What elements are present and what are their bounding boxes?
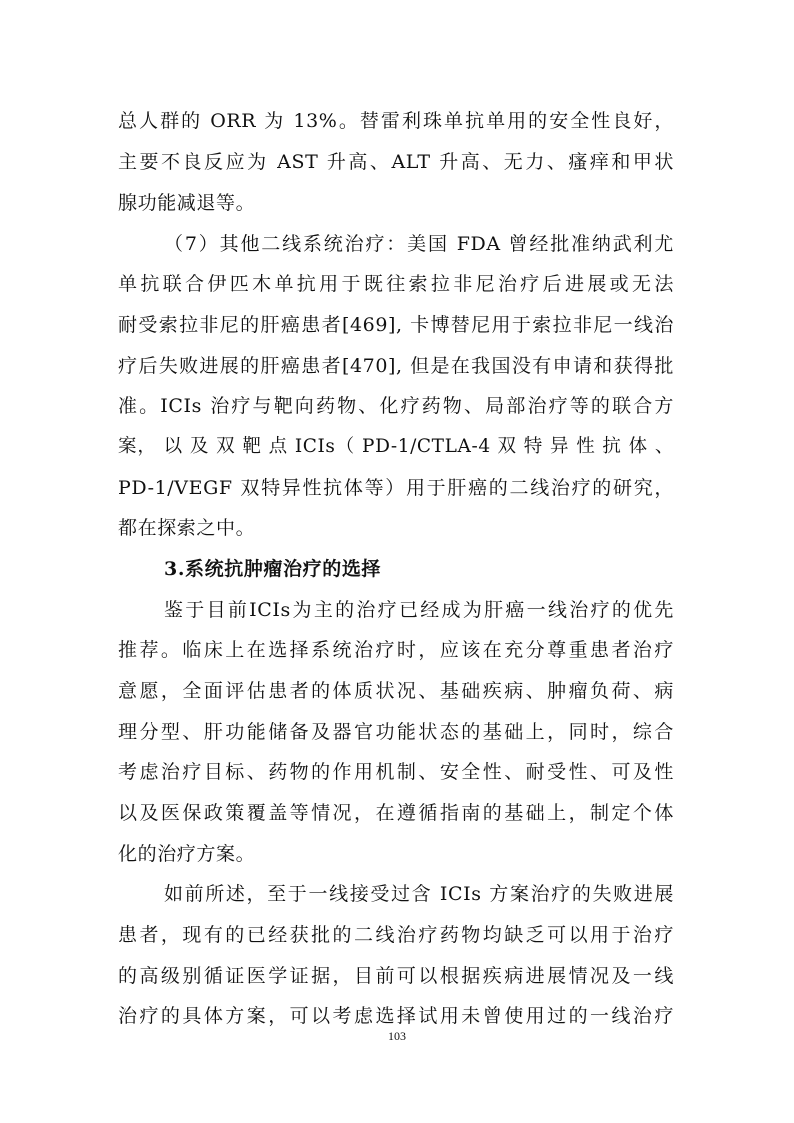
- text-line: 如前所述，至于一线接受过含 ICIs 方案治疗的失败进展: [164, 883, 674, 905]
- text-line: 的高级别循证医学证据，目前可以根据疾病进展情况及一线: [118, 965, 674, 987]
- text-line: 鉴于目前ICIs为主的治疗已经成为肝癌一线治疗的优先: [164, 599, 674, 621]
- text-line: 耐受索拉非尼的肝癌患者[469], 卡博替尼用于索拉非尼一线治: [118, 314, 674, 336]
- text-line: PD-1/VEGF 双特异性抗体等）用于肝癌的二线治疗的研究，: [118, 477, 674, 499]
- section-heading: 3.系统抗肿瘤治疗的选择: [164, 558, 382, 580]
- text-line: 治疗的具体方案，可以考虑选择试用未曾使用过的一线治疗: [118, 1005, 674, 1027]
- text-line: 腺功能减退等。: [118, 192, 256, 214]
- text-line: 意愿，全面评估患者的体质状况、基础疾病、肿瘤负荷、病: [118, 680, 674, 702]
- text-line: （7）其他二线系统治疗：美国 FDA 曾经批准纳武利尤: [164, 233, 674, 255]
- text-line: 案， 以 及 双 靶 点 ICIs（ PD-1/CTLA-4 双 特 异 性 抗 体 、: [118, 436, 674, 457]
- text-line: 患者，现有的已经获批的二线治疗药物均缺乏可以用于治疗: [118, 924, 674, 946]
- text-line: 疗后失败进展的肝癌患者[470], 但是在我国没有申请和获得批: [118, 355, 674, 377]
- text-line: 推荐。临床上在选择系统治疗时，应该在充分尊重患者治疗: [118, 639, 674, 661]
- text-line: 考虑治疗目标、药物的作用机制、安全性、耐受性、可及性: [118, 761, 674, 783]
- text-line: 准。ICIs 治疗与靶向药物、化疗药物、局部治疗等的联合方: [118, 395, 674, 417]
- text-line: 以及医保政策覆盖等情况，在遵循指南的基础上，制定个体: [118, 802, 674, 824]
- text-line: 总人群的 ORR 为 13%。替雷利珠单抗单用的安全性良好，: [118, 110, 674, 132]
- text-line: 都在探索之中。: [118, 517, 256, 539]
- text-line: 主要不良反应为 AST 升高、ALT 升高、无力、瘙痒和甲状: [118, 151, 674, 173]
- page-number: 103: [388, 1029, 406, 1043]
- text-line: 理分型、肝功能储备及器官功能状态的基础上，同时，综合: [118, 721, 674, 743]
- text-line: 单抗联合伊匹木单抗用于既往索拉非尼治疗后进展或无法: [118, 273, 674, 295]
- text-line: 化的治疗方案。: [118, 843, 256, 865]
